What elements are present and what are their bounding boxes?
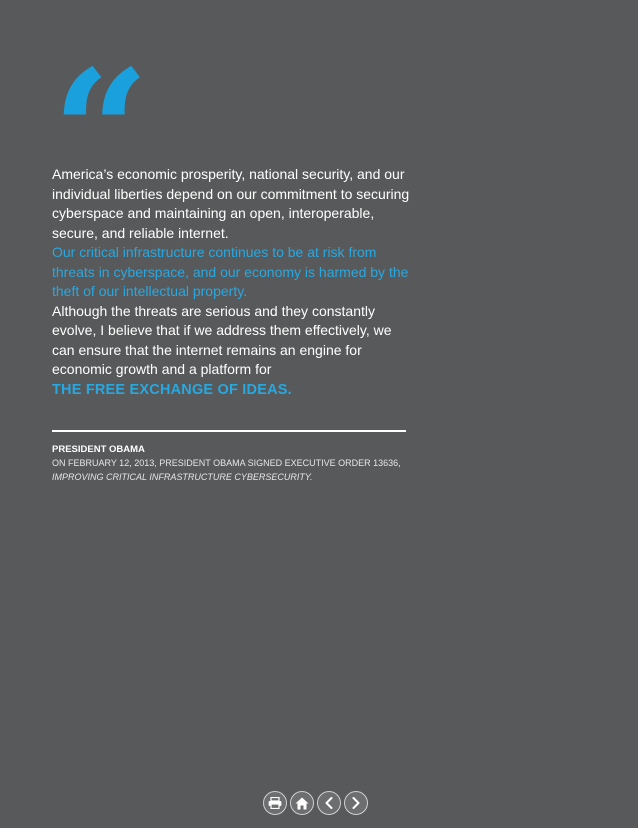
next-page-button[interactable]	[344, 791, 368, 815]
chevron-left-icon	[324, 797, 334, 809]
attribution-description	[52, 457, 412, 484]
home-button[interactable]	[290, 791, 314, 815]
divider	[52, 430, 406, 432]
quote-highlight: Our critical infrastructure continues to be at risk from threats in cyberspace, and our economy is harmed by the theft of our intellectual property.	[52, 244, 409, 299]
attribution-text: ON FEBRUARY 12, 2013, PRESIDENT OBAMA SIGNED EXECUTIVE ORDER 13636,	[52, 458, 401, 468]
quote-body: Although the threats are serious and they constantly evolve, I believe that if we address them effectively, we can ensure that the internet remains an engine for economic growth and a platform for	[52, 302, 392, 377]
quote-block	[52, 165, 412, 400]
quote-emphasis: THE FREE EXCHANGE OF IDEAS.	[52, 381, 292, 398]
attribution-title: IMPROVING CRITICAL INFRASTRUCTURE CYBERSECURITY.	[52, 471, 313, 482]
print-icon	[268, 797, 282, 809]
quote-mark: “	[52, 33, 144, 233]
attribution	[52, 443, 412, 484]
chevron-right-icon	[351, 797, 361, 809]
print-button[interactable]	[263, 791, 287, 815]
home-icon	[295, 797, 309, 810]
page-navigation	[263, 791, 368, 815]
attribution-name: PRESIDENT OBAMA	[52, 444, 145, 455]
previous-page-button[interactable]	[317, 791, 341, 815]
quote-intro: America’s economic prosperity, national security, and our individual liberties depend on our commitment to securing cyberspace and maintaining an open, interoperable, secure, and reliable internet.	[52, 166, 410, 241]
